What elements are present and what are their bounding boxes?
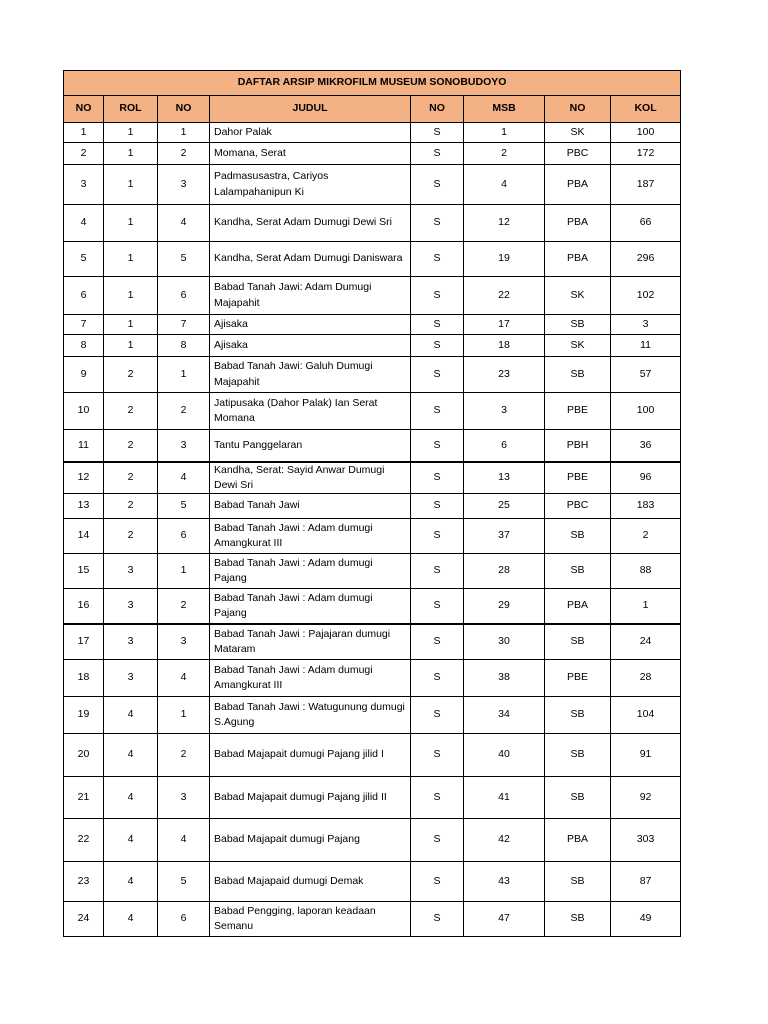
- header-msb: MSB: [464, 96, 545, 123]
- header-row: [64, 96, 681, 123]
- row-judul: Babad Tanah Jawi: Adam Dumugi Majapahit: [210, 277, 411, 315]
- row-msb: 3: [464, 393, 545, 430]
- row-msb: 22: [464, 277, 545, 315]
- row-rol-no: 6: [158, 519, 210, 554]
- row-msb: 1: [464, 123, 545, 143]
- row-msb-no: S: [411, 624, 464, 660]
- row-kol-no: SB: [545, 862, 611, 902]
- row-kol: 100: [611, 393, 681, 430]
- row-rol-no: 2: [158, 393, 210, 430]
- row-rol-no: 5: [158, 494, 210, 519]
- row-msb: 37: [464, 519, 545, 554]
- row-rol: 2: [104, 462, 158, 494]
- row-msb-no: S: [411, 315, 464, 335]
- table-row: [64, 205, 681, 242]
- row-rol: 3: [104, 660, 158, 697]
- row-rol: 4: [104, 862, 158, 902]
- row-msb: 13: [464, 462, 545, 494]
- row-rol: 3: [104, 589, 158, 624]
- row-msb-no: S: [411, 819, 464, 862]
- row-kol: 36: [611, 430, 681, 462]
- row-msb-no: S: [411, 277, 464, 315]
- row-msb: 42: [464, 819, 545, 862]
- row-kol: 3: [611, 315, 681, 335]
- table-row: [64, 123, 681, 143]
- row-msb: 30: [464, 624, 545, 660]
- table-row: [64, 819, 681, 862]
- row-msb-no: S: [411, 393, 464, 430]
- row-kol: 296: [611, 242, 681, 277]
- row-kol-no: SB: [545, 902, 611, 937]
- row-msb: 2: [464, 143, 545, 165]
- table-row: [64, 462, 681, 494]
- table-row: [64, 862, 681, 902]
- row-rol-no: 6: [158, 277, 210, 315]
- row-rol-no: 3: [158, 624, 210, 660]
- row-kol-no: SB: [545, 697, 611, 734]
- row-judul: Kandha, Serat: Sayid Anwar Dumugi Dewi Sri: [210, 462, 411, 494]
- row-rol-no: 6: [158, 902, 210, 937]
- row-rol-no: 4: [158, 819, 210, 862]
- row-kol: 102: [611, 277, 681, 315]
- row-rol-no: 1: [158, 697, 210, 734]
- row-judul: Babad Tanah Jawi : Adam dumugi Amangkurat III: [210, 519, 411, 554]
- row-judul: Ajisaka: [210, 335, 411, 357]
- row-kol-no: SB: [545, 734, 611, 777]
- row-msb: 23: [464, 357, 545, 393]
- row-kol: 187: [611, 165, 681, 205]
- row-no: 12: [64, 462, 104, 494]
- row-rol: 2: [104, 430, 158, 462]
- archive-table: [63, 70, 681, 937]
- row-rol: 2: [104, 519, 158, 554]
- row-msb: 25: [464, 494, 545, 519]
- row-kol: 91: [611, 734, 681, 777]
- row-msb-no: S: [411, 734, 464, 777]
- row-rol-no: 3: [158, 777, 210, 819]
- row-rol: 2: [104, 393, 158, 430]
- row-msb-no: S: [411, 660, 464, 697]
- row-msb-no: S: [411, 165, 464, 205]
- row-rol-no: 3: [158, 165, 210, 205]
- row-rol-no: 7: [158, 315, 210, 335]
- row-rol-no: 5: [158, 862, 210, 902]
- header-kol-no: NO: [545, 96, 611, 123]
- row-judul: Tantu Panggelaran: [210, 430, 411, 462]
- row-no: 23: [64, 862, 104, 902]
- table-row: [64, 143, 681, 165]
- row-rol: 1: [104, 205, 158, 242]
- row-msb-no: S: [411, 902, 464, 937]
- row-rol: 3: [104, 554, 158, 589]
- row-no: 16: [64, 589, 104, 624]
- table-row: [64, 554, 681, 589]
- row-rol-no: 5: [158, 242, 210, 277]
- row-rol-no: 2: [158, 143, 210, 165]
- row-no: 18: [64, 660, 104, 697]
- row-msb: 38: [464, 660, 545, 697]
- row-msb-no: S: [411, 494, 464, 519]
- row-judul: Babad Tanah Jawi : Adam dumugi Amangkurat III: [210, 660, 411, 697]
- row-kol: 57: [611, 357, 681, 393]
- row-judul: Babad Majapait dumugi Pajang jilid I: [210, 734, 411, 777]
- row-kol-no: PBE: [545, 660, 611, 697]
- row-kol-no: PBH: [545, 430, 611, 462]
- row-msb-no: S: [411, 462, 464, 494]
- row-kol-no: SK: [545, 335, 611, 357]
- row-no: 3: [64, 165, 104, 205]
- row-no: 8: [64, 335, 104, 357]
- row-kol-no: SB: [545, 624, 611, 660]
- row-kol: 2: [611, 519, 681, 554]
- row-kol-no: PBA: [545, 165, 611, 205]
- row-msb-no: S: [411, 430, 464, 462]
- row-kol: 28: [611, 660, 681, 697]
- row-kol-no: PBA: [545, 819, 611, 862]
- row-rol-no: 2: [158, 734, 210, 777]
- row-kol: 11: [611, 335, 681, 357]
- row-msb-no: S: [411, 335, 464, 357]
- row-msb-no: S: [411, 357, 464, 393]
- row-kol-no: PBC: [545, 143, 611, 165]
- table-row: [64, 430, 681, 462]
- table-row: [64, 697, 681, 734]
- row-msb-no: S: [411, 554, 464, 589]
- table-body: [64, 123, 681, 937]
- row-rol: 4: [104, 902, 158, 937]
- row-judul: Babad Tanah Jawi: [210, 494, 411, 519]
- row-kol: 1: [611, 589, 681, 624]
- row-no: 24: [64, 902, 104, 937]
- row-rol: 2: [104, 357, 158, 393]
- table-row: [64, 165, 681, 205]
- row-msb-no: S: [411, 862, 464, 902]
- row-kol: 183: [611, 494, 681, 519]
- row-msb: 19: [464, 242, 545, 277]
- row-msb: 17: [464, 315, 545, 335]
- row-msb: 47: [464, 902, 545, 937]
- row-msb: 12: [464, 205, 545, 242]
- row-no: 11: [64, 430, 104, 462]
- row-kol: 104: [611, 697, 681, 734]
- row-rol-no: 2: [158, 589, 210, 624]
- row-judul: Ajisaka: [210, 315, 411, 335]
- row-no: 4: [64, 205, 104, 242]
- row-msb-no: S: [411, 777, 464, 819]
- header-kol: KOL: [611, 96, 681, 123]
- row-rol: 1: [104, 242, 158, 277]
- row-msb-no: S: [411, 519, 464, 554]
- row-rol: 1: [104, 123, 158, 143]
- row-msb-no: S: [411, 205, 464, 242]
- table-row: [64, 393, 681, 430]
- row-rol: 1: [104, 277, 158, 315]
- row-kol-no: SB: [545, 315, 611, 335]
- row-judul: Babad Pengging, laporan keadaan Semanu: [210, 902, 411, 937]
- row-no: 9: [64, 357, 104, 393]
- table-row: [64, 777, 681, 819]
- row-kol: 172: [611, 143, 681, 165]
- row-kol-no: PBE: [545, 393, 611, 430]
- row-judul: Babad Tanah Jawi: Galuh Dumugi Majapahit: [210, 357, 411, 393]
- row-judul: Babad Majapait dumugi Pajang: [210, 819, 411, 862]
- row-no: 2: [64, 143, 104, 165]
- table-row: [64, 624, 681, 660]
- row-kol: 88: [611, 554, 681, 589]
- row-kol-no: PBA: [545, 242, 611, 277]
- row-kol: 24: [611, 624, 681, 660]
- row-rol-no: 1: [158, 357, 210, 393]
- row-judul: Dahor Palak: [210, 123, 411, 143]
- row-rol: 1: [104, 315, 158, 335]
- row-msb-no: S: [411, 143, 464, 165]
- row-rol-no: 4: [158, 660, 210, 697]
- row-rol: 1: [104, 165, 158, 205]
- row-msb: 29: [464, 589, 545, 624]
- row-kol-no: PBA: [545, 205, 611, 242]
- row-msb: 6: [464, 430, 545, 462]
- table-row: [64, 494, 681, 519]
- row-no: 1: [64, 123, 104, 143]
- row-rol-no: 3: [158, 430, 210, 462]
- row-kol: 303: [611, 819, 681, 862]
- row-no: 20: [64, 734, 104, 777]
- header-no: NO: [64, 96, 104, 123]
- row-kol-no: SB: [545, 554, 611, 589]
- row-rol: 1: [104, 335, 158, 357]
- row-kol-no: SK: [545, 277, 611, 315]
- header-msb-no: NO: [411, 96, 464, 123]
- row-no: 7: [64, 315, 104, 335]
- row-kol: 66: [611, 205, 681, 242]
- row-rol-no: 4: [158, 205, 210, 242]
- row-kol-no: PBA: [545, 589, 611, 624]
- row-judul: Babad Tanah Jawi : Watugunung dumugi S.Agung: [210, 697, 411, 734]
- row-msb: 34: [464, 697, 545, 734]
- header-rol: ROL: [104, 96, 158, 123]
- row-kol: 100: [611, 123, 681, 143]
- table-row: [64, 589, 681, 624]
- row-judul: Jatipusaka (Dahor Palak) Ian Serat Momana: [210, 393, 411, 430]
- row-msb: 40: [464, 734, 545, 777]
- row-msb: 43: [464, 862, 545, 902]
- row-rol-no: 1: [158, 554, 210, 589]
- row-no: 19: [64, 697, 104, 734]
- table-row: [64, 242, 681, 277]
- row-msb: 18: [464, 335, 545, 357]
- row-rol: 4: [104, 777, 158, 819]
- row-msb-no: S: [411, 589, 464, 624]
- row-judul: Babad Tanah Jawi : Pajajaran dumugi Mataram: [210, 624, 411, 660]
- row-rol: 2: [104, 494, 158, 519]
- row-judul: Babad Tanah Jawi : Adam dumugi Pajang: [210, 589, 411, 624]
- header-rol-no: NO: [158, 96, 210, 123]
- row-judul: Babad Majapait dumugi Pajang jilid II: [210, 777, 411, 819]
- row-kol: 96: [611, 462, 681, 494]
- row-msb-no: S: [411, 123, 464, 143]
- row-rol: 4: [104, 819, 158, 862]
- table-row: [64, 335, 681, 357]
- row-no: 10: [64, 393, 104, 430]
- header-judul: JUDUL: [210, 96, 411, 123]
- row-kol-no: PBE: [545, 462, 611, 494]
- table-row: [64, 519, 681, 554]
- row-kol-no: SK: [545, 123, 611, 143]
- table-row: [64, 734, 681, 777]
- row-judul: Babad Tanah Jawi : Adam dumugi Pajang: [210, 554, 411, 589]
- row-rol-no: 1: [158, 123, 210, 143]
- row-rol: 3: [104, 624, 158, 660]
- row-no: 22: [64, 819, 104, 862]
- row-judul: Padmasusastra, Cariyos Lalampahanipun Ki: [210, 165, 411, 205]
- row-kol-no: PBC: [545, 494, 611, 519]
- row-msb: 28: [464, 554, 545, 589]
- row-rol: 4: [104, 734, 158, 777]
- row-judul: Kandha, Serat Adam Dumugi Daniswara: [210, 242, 411, 277]
- row-kol-no: SB: [545, 777, 611, 819]
- row-no: 14: [64, 519, 104, 554]
- row-msb-no: S: [411, 242, 464, 277]
- row-no: 5: [64, 242, 104, 277]
- table-row: [64, 660, 681, 697]
- row-rol: 4: [104, 697, 158, 734]
- row-rol: 1: [104, 143, 158, 165]
- table-row: [64, 315, 681, 335]
- table-title: DAFTAR ARSIP MIKROFILM MUSEUM SONOBUDOYO: [64, 71, 681, 96]
- row-kol: 92: [611, 777, 681, 819]
- row-no: 6: [64, 277, 104, 315]
- row-no: 17: [64, 624, 104, 660]
- table-row: [64, 902, 681, 937]
- row-judul: Momana, Serat: [210, 143, 411, 165]
- row-msb: 41: [464, 777, 545, 819]
- table-row: [64, 357, 681, 393]
- row-msb: 4: [464, 165, 545, 205]
- row-kol: 87: [611, 862, 681, 902]
- row-kol-no: SB: [545, 357, 611, 393]
- row-msb-no: S: [411, 697, 464, 734]
- row-no: 21: [64, 777, 104, 819]
- row-rol-no: 8: [158, 335, 210, 357]
- row-no: 13: [64, 494, 104, 519]
- row-judul: Babad Majapaid dumugi Demak: [210, 862, 411, 902]
- table-row: [64, 277, 681, 315]
- row-judul: Kandha, Serat Adam Dumugi Dewi Sri: [210, 205, 411, 242]
- row-kol: 49: [611, 902, 681, 937]
- row-kol-no: SB: [545, 519, 611, 554]
- row-rol-no: 4: [158, 462, 210, 494]
- row-no: 15: [64, 554, 104, 589]
